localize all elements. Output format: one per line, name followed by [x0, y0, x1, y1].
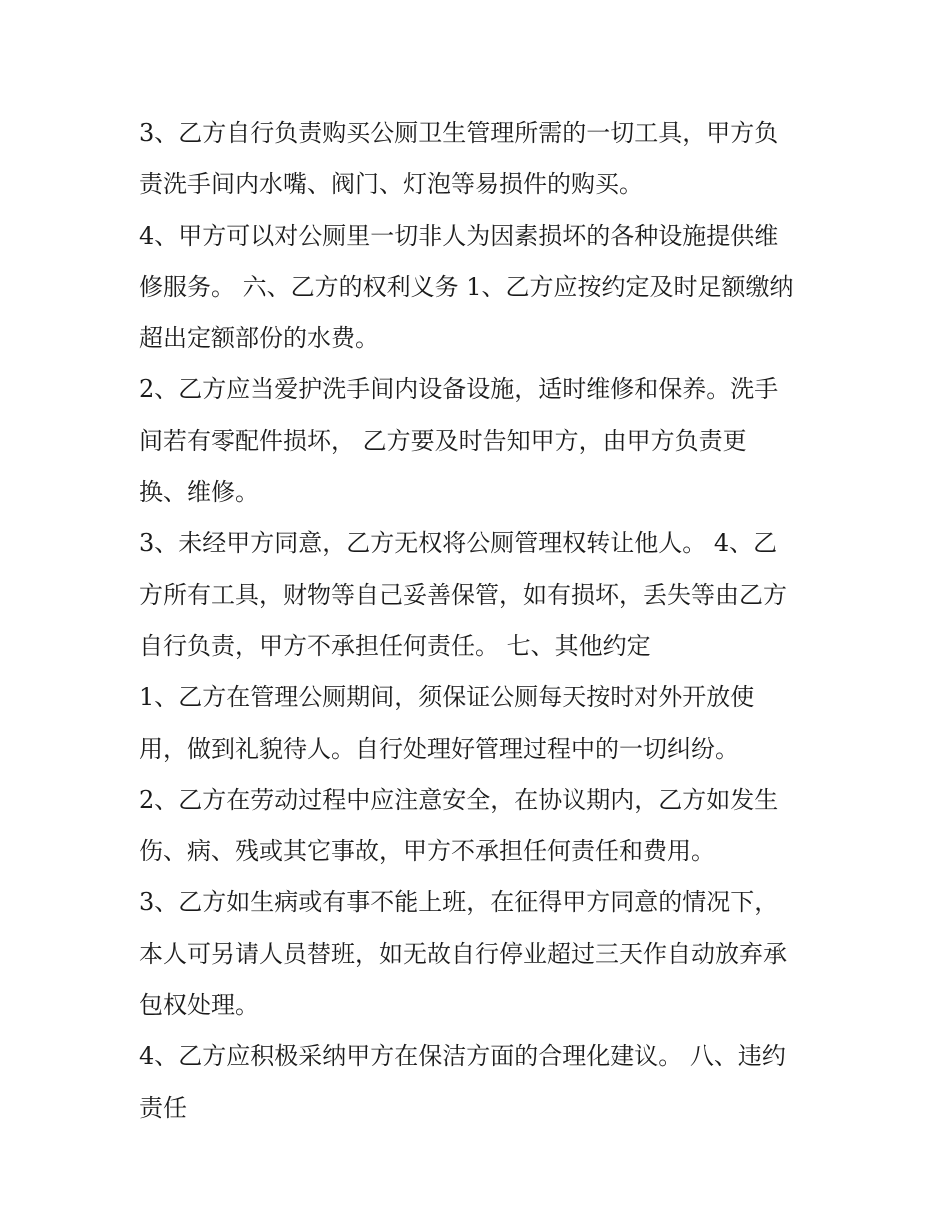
text-line: 3、乙方自行负责购买公厕卫生管理所需的一切工具，甲方负 — [139, 119, 779, 147]
text-line: 超出定额部份的水费。 — [139, 324, 379, 353]
text-line: 方所有工具，财物等自己妥善保管，如有损坏，丢失等由乙方 — [139, 580, 787, 609]
text-line: 3、乙方如生病或有事不能上班，在征得甲方同意的情况下， — [139, 888, 779, 917]
text-line: 2、乙方在劳动过程中应注意安全，在协议期内，乙方如发生 — [139, 785, 779, 814]
text-line: 4、甲方可以对公厕里一切非人为因素损坏的各种设施提供维 — [139, 221, 779, 250]
text-line: 修服务。 六、乙方的权利义务 1、乙方应按约定及时足额缴纳 — [139, 272, 794, 301]
text-line: 伤、病、残或其它事故，甲方不承担任何责任和费用。 — [139, 837, 715, 866]
text-line: 1、乙方在管理公厕期间，须保证公厕每天按时对外开放使 — [139, 683, 755, 712]
text-line: 自行负责，甲方不承担任何责任。 七、其他约定 — [139, 631, 651, 660]
text-line: 包权处理。 — [139, 991, 259, 1020]
text-line: 4、乙方应积极采纳甲方在保洁方面的合理化建议。 八、违约 — [139, 1042, 786, 1071]
document-body — [139, 108, 819, 1134]
text-line: 用，做到礼貌待人。自行处理好管理过程中的一切纠纷。 — [139, 734, 739, 763]
text-line: 2、乙方应当爱护洗手间内设备设施，适时维修和保养。洗手 — [139, 375, 779, 404]
text-line: 3、未经甲方同意，乙方无权将公厕管理权转让他人。 4、乙 — [139, 529, 778, 558]
text-line: 责任 — [139, 1093, 187, 1122]
text-line: 本人可另请人员替班，如无故自行停业超过三天作自动放弃承 — [139, 939, 787, 968]
text-line: 责洗手间内水嘴、阀门、灯泡等易损件的购买。 — [139, 170, 643, 199]
text-line: 间若有零配件损坏， 乙方要及时告知甲方，由甲方负责更 — [139, 426, 747, 455]
text-line: 换、维修。 — [139, 478, 259, 507]
